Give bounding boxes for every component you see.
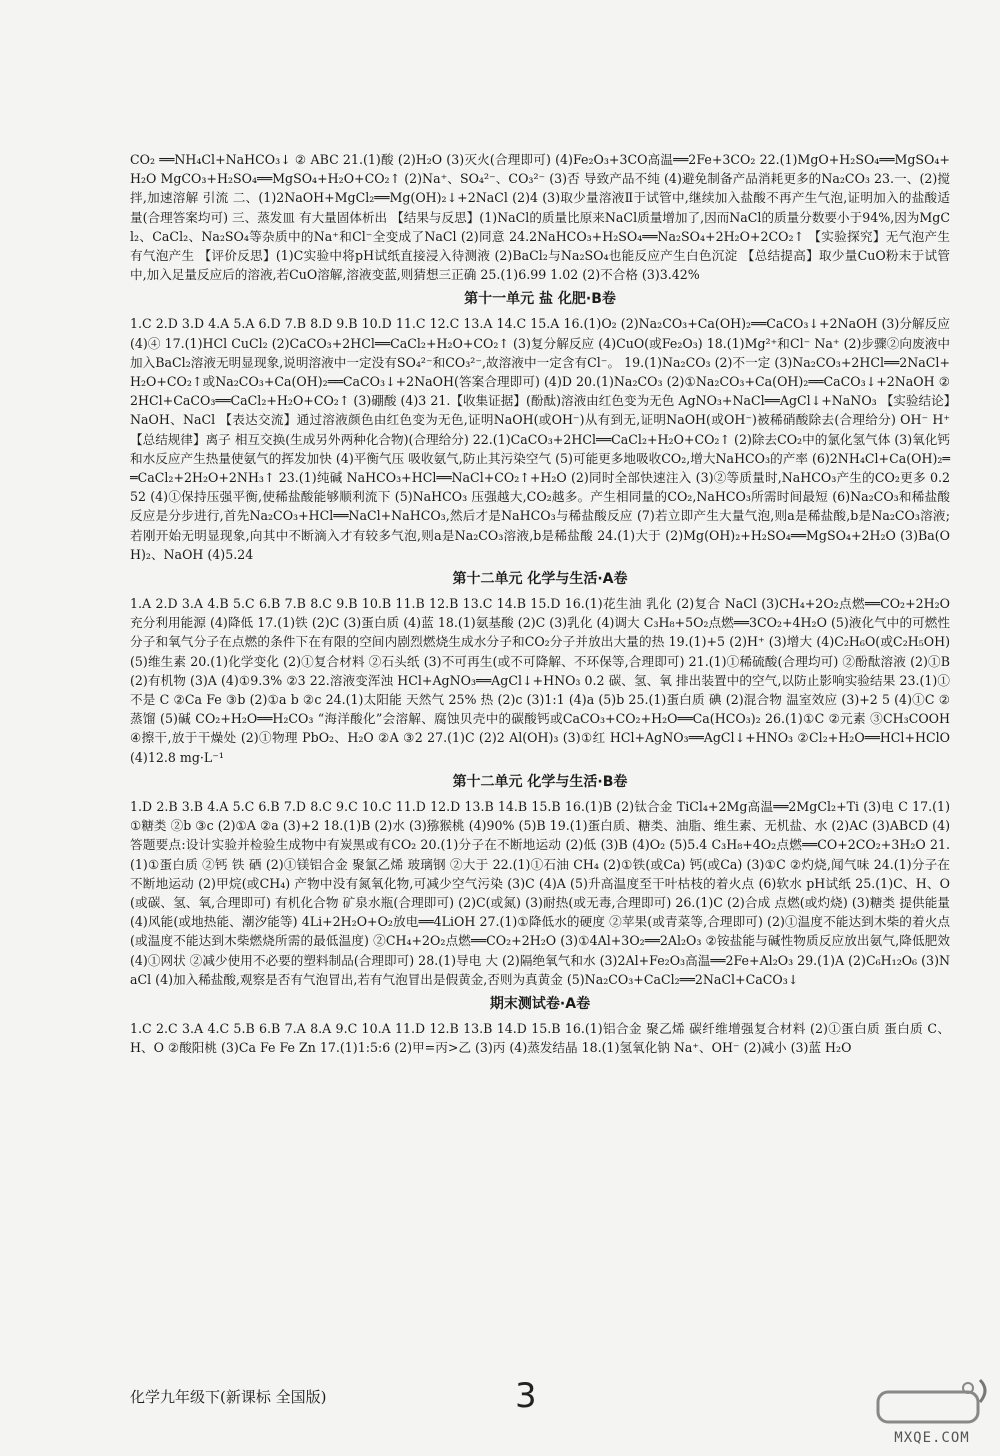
page-footer (130, 1378, 950, 1418)
book-title: 化学九年级下(新课标 全国版) (130, 1388, 327, 1406)
watermark-logo-icon (872, 1374, 992, 1430)
watermark-text: MXQE.COM (894, 1430, 970, 1446)
answer-block-unit11-b: 1.C 2.D 3.D 4.A 5.A 6.D 7.B 8.D 9.B 10.D 11.C 12.C 13.A 14.C 15.A 16.(1)O₂ (2)Na₂CO₃+Ca(OH)₂══CaCO₃↓+2NaOH (3)分解反应 (4)④ 17.(1)HCl CuCl₂ (2)CaCO₃+2HCl══CaCl₂+H₂O+CO₂↑ (3)复分解反应 (4)CuO(或Fe₂O₃) 18.(1)Mg²⁺和Cl⁻ Na⁺ (2)步骤②向废液中加入BaCl₂溶液无明显现象,说明溶液中一定没有SO₄²⁻和CO₃²⁻,故溶液中一定含有Cl⁻。 19.(1)Na₂CO₃ (2)不一定 (3)Na₂CO₃+2HCl══2NaCl+H₂O+CO₂↑或Na₂CO₃+Ca(OH)₂══CaCO₃↓+2NaOH(答案合理即可) (4)D 20.(1)Na₂CO₃ (2)①Na₂CO₃+Ca(OH)₂══CaCO₃↓+2NaOH ②2HCl+CaCO₃══CaCl₂+H₂O+CO₂↑ (3)硼酸 (4)3 21.【收集证据】(酚酞)溶液由红色变为无色 AgNO₃+NaCl══AgCl↓+NaNO₃ 【实验结论】NaOH、NaCl 【表达交流】通过溶液颜色由红色变为无色,证明NaOH(或OH⁻)从有到无,证明NaOH(或OH⁻)被稀硝酸除去(合理给分) OH⁻ H⁺ 【总结规律】离子 相互交换(生成另外两种化合物)(合理给分) 22.(1)CaCO₃+2HCl══CaCl₂+H₂O+CO₂↑ (2)除去CO₂中的氯化氢气体 (3)氧化钙和水反应产生热量使氨气的挥发加快 (4)平衡气压 吸收氨气,防止其污染空气 (5)可能更多地吸收CO₂,增大NaHCO₃的产率 (6)2NH₄Cl+Ca(OH)₂══CaCl₂+2H₂O+2NH₃↑ 23.(1)纯碱 NaHCO₃+HCl══NaCl+CO₂↑+H₂O (2)同时全部快速注入 (3)②等质量时,NaHCO₃产生的CO₂更多 0.252 (4)①保持压强平衡,使稀盐酸能够顺利流下 (5)NaHCO₃ 压强越大,CO₂越多。产生相同量的CO₂,NaHCO₃所需时间最短 (6)Na₂CO₃和稀盐酸反应是分步进行,首先Na₂CO₃+HCl══NaCl+NaHCO₃,然后才是NaHCO₃与稀盐酸反应 (7)若立即产生大量气泡,则a是稀盐酸,b是Na₂CO₃溶液;若刚开始无明显现象,向其中不断滴入才有较多气泡,则a是Na₂CO₃溶液,b是稀盐酸 24.(1)大于 (2)Mg(OH)₂+H₂SO₄══MgSO₄+2H₂O (3)Ba(OH)₂、NaOH (4)5.24 (130, 316, 950, 562)
answer-block-unit12-a: 1.A 2.D 3.A 4.B 5.C 6.B 7.B 8.C 9.B 10.B 11.B 12.B 13.C 14.B 15.D 16.(1)花生油 乳化 (2)复合 NaCl (3)CH₄+2O₂点燃══CO₂+2H₂O 充分利用能源 (4)降低 17.(1)铁 (2)C (3)蛋白质 (4)蓝 18.(1)氨基酸 (2)C (3)乳化 (4)调大 C₃H₈+5O₂点燃══3CO₂+4H₂O (5)液化气中的可燃性分子和氧气分子在点燃的条件下在有限的空间内剧烈燃烧生成水分子和CO₂分子并放出大量的热 19.(1)+5 (2)H⁺ (3)增大 (4)C₂H₆O(或C₂H₅OH) (5)维生素 20.(1)化学变化 (2)①复合材料 ②石头纸 (3)不可再生(或不可降解、不环保等,合理即可) 21.(1)①稀硫酸(合理均可) ②酚酞溶液 (2)①B (2)有机物 (3)A (4)①9.3% ②3 22.溶液变浑浊 HCl+AgNO₃══AgCl↓+HNO₃ 0.2 碳、氢、氧 排出装置中的空气,以防止影响实验结果 23.(1)①不是 C ②Ca Fe ③b (2)①a b ②c 24.(1)太阳能 天然气 25% 热 (2)c (3)1:1 (4)a (5)b 25.(1)蛋白质 碘 (2)混合物 温室效应 (3)+2 5 (4)①C ②蒸馏 (5)碱 CO₂+H₂O══H₂CO₃ “海洋酸化”会溶解、腐蚀贝壳中的碳酸钙或CaCO₃+CO₂+H₂O══Ca(HCO₃)₂ 26.(1)①C ②元素 ③CH₃COOH ④擦干,放于干燥处 (2)①物理 PbO₂、H₂O ②A ③2 27.(1)C (2)2 Al(OH)₃ (3)①红 HCl+AgNO₃══AgCl↓+HNO₃ ②Cl₂+H₂O══HCl+HClO (4)12.8 mg·L⁻¹ (130, 596, 950, 765)
answer-page (130, 150, 950, 1057)
section-title-final-a: 期末测试卷·A卷 (489, 995, 591, 1012)
answer-block-unit11-a-end: CO₂ ══NH₄Cl+NaHCO₃↓ ② ABC 21.(1)酸 (2)H₂O (3)灭火(合理即可) (4)Fe₂O₃+3CO高温══2Fe+3CO₂ 22.(1)MgO+H₂SO₄══MgSO₄+H₂O MgCO₃+H₂SO₄══MgSO₄+H₂O+CO₂↑ (2)Na⁺、SO₄²⁻、CO₃²⁻ (3)否 导致产品不纯 (4)避免制备产品消耗更多的Na₂CO₃ 23.一、(2)搅拌,加速溶解 引流 二、(1)2NaOH+MgCl₂══Mg(OH)₂↓+2NaCl (2)4 (3)取少量溶液Ⅱ于试管中,继续加入盐酸不再产生气泡,证明加入的盐酸适量(合理答案均可) 三、蒸发皿 有大量固体析出 【结果与反思】(1)NaCl的质量比原来NaCl质量增加了,因而NaCl的质量分数要小于94%,因为MgCl₂、CaCl₂、Na₂SO₄等杂质中的Na⁺和Cl⁻全变成了NaCl (2)同意 24.2NaHCO₃+H₂SO₄══Na₂SO₄+2H₂O+2CO₂↑ 【实验探究】无气泡产生 有气泡产生 【评价反思】(1)C实验中将pH试纸直接浸入待测液 (2)BaCl₂与Na₂SO₄也能反应产生白色沉淀 【总结提高】取少量CuO粉末于试管中,加入足量反应后的溶液,若CuO溶解,溶液变蓝,则猜想三正确 25.(1)6.99 1.02 (2)不合格 (3)3.42% (130, 152, 950, 283)
page-number: 3 (515, 1376, 537, 1416)
answer-block-final-a: 1.C 2.C 3.A 4.C 5.B 6.B 7.A 8.A 9.C 10.A 11.D 12.B 13.B 14.D 15.B 16.(1)铝合金 聚乙烯 碳纤维增强复合材料 (2)①蛋白质 蛋白质 C、H、O ②酸阳桃 (3)Ca Fe Fe Zn 17.(1)1:5:6 (2)甲=丙>乙 (3)丙 (4)蒸发结晶 18.(1)氢氧化钠 Na⁺、OH⁻ (2)减小 (3)蓝 H₂O (130, 1020, 950, 1056)
answer-block-unit12-b: 1.D 2.B 3.B 4.A 5.C 6.B 7.D 8.C 9.C 10.C 11.D 12.D 13.B 14.B 15.B 16.(1)B (2)钛合金 TiCl₄+2Mg高温══2MgCl₂+Ti (3)电 C 17.(1)①糖类 ②b ③c (2)①A ②a (3)+2 18.(1)B (2)水 (3)猕猴桃 (4)90% (5)B 19.(1)蛋白质、糖类、油脂、维生素、无机盐、水 (2)AC (3)ABCD (4)答题要点:设计实验并检验生成物中有炭黑或有CO₂ 20.(1)分子在不断地运动 (2)低 (3)B (4)O₂ (5)5.4 C₃H₈+4O₂点燃══CO+2CO₂+3H₂O 21.(1)①蛋白质 ②钙 铁 硒 (2)①镁铝合金 聚氯乙烯 玻璃钢 ②大于 22.(1)①石油 CH₄ (2)①铁(或Ca) 钙(或Ca) (3)①C ②灼烧,闻气味 24.(1)分子在不断地运动 (2)甲烷(或CH₄) 产物中没有氮氧化物,可减少空气污染 (3)C (4)A (5)升高温度至干叶枯枝的着火点 (6)软水 pH试纸 25.(1)C、H、O(或碳、氢、氧,合理即可) 有机化合物 矿泉水瓶(合理即可) (2)C(或氮) (3)耐热(或无毒,合理即可) 26.(1)C (2)合成 点燃(或灼烧) (3)糖类 提供能量 (4)风能(或地热能、潮汐能等) 4Li+2H₂O+O₂放电══4LiOH 27.(1)①降低水的硬度 ②苹果(或青菜等,合理即可) (2)①温度不能达到木柴的着火点(或温度不能达到木柴燃烧所需的最低温度) ②CH₄+2O₂点燃══CO₂+2H₂O (3)①4Al+3O₂══2Al₂O₃ ②铵盐能与碱性物质反应放出氨气,降低肥效 (4)①网状 ②减少使用不必要的塑料制品(合理即可) 28.(1)导电 大 (2)隔绝氧气和水 (3)2Al+Fe₂O₃高温══2Fe+Al₂O₃ 29.(1)A (2)C₆H₁₂O₆ (3)NaCl (4)加入稀盐酸,观察是否有气泡冒出,若有气泡冒出是假黄金,否则为真黄金 (5)Na₂CO₃+CaCl₂══2NaCl+CaCO₃↓ (130, 798, 950, 987)
watermark-logo (872, 1374, 992, 1446)
section-title-unit12-b: 第十二单元 化学与生活·B卷 (452, 773, 628, 790)
section-title-unit12-a: 第十二单元 化学与生活·A卷 (452, 571, 628, 588)
section-title-unit11-b: 第十一单元 盐 化肥·B卷 (464, 291, 616, 308)
